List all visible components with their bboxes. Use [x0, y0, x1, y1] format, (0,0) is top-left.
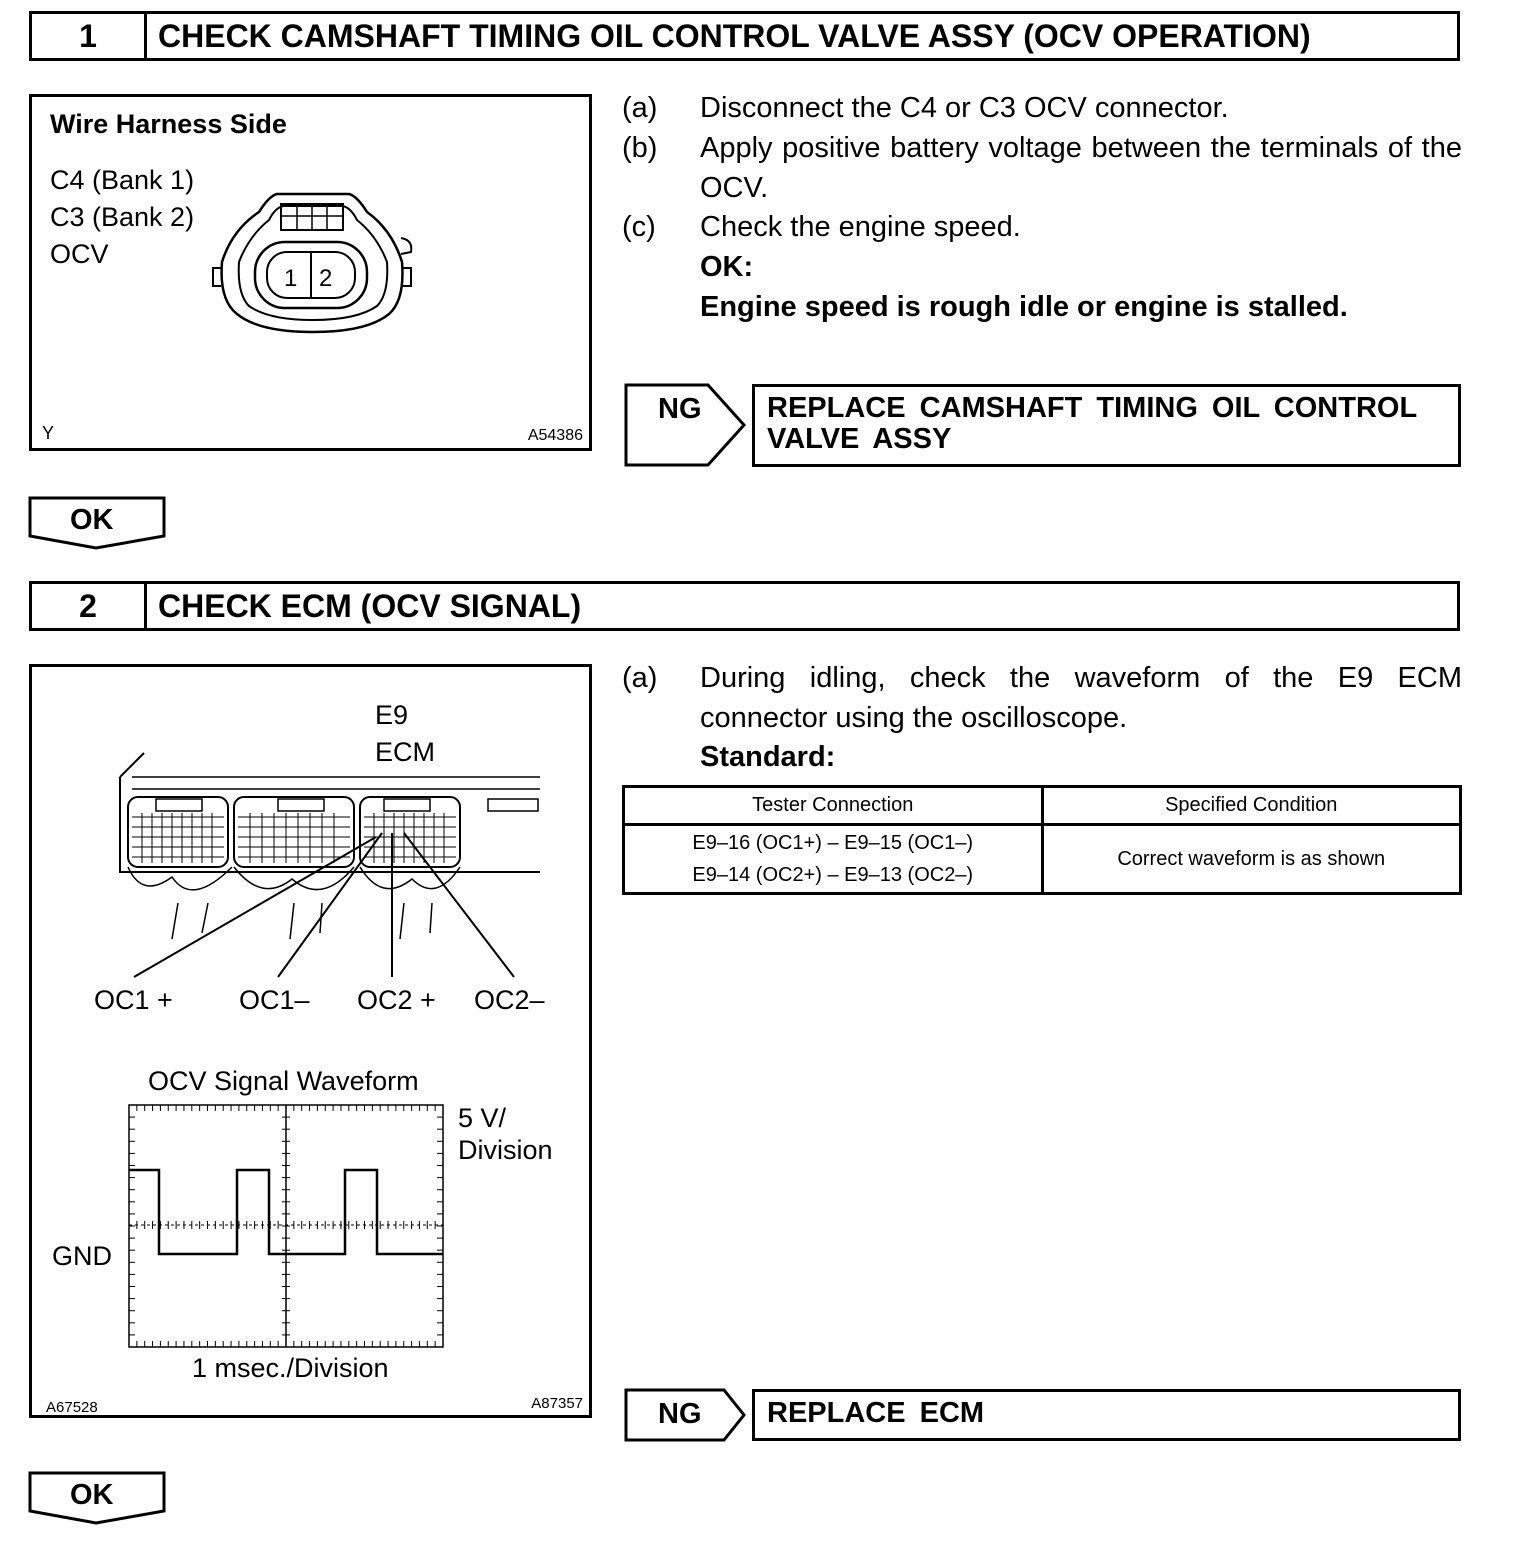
ok-criteria: Engine speed is rough idle or engine is stalled. — [700, 291, 1348, 323]
step2-header — [29, 581, 1460, 631]
step2-ng-label: NG — [658, 1398, 702, 1430]
waveform-y-scale-2: Division — [458, 1135, 553, 1165]
instruction-text: Check the engine speed. — [700, 211, 1021, 243]
label-ocv: OCV — [50, 239, 109, 269]
instruction-text: Apply positive battery voltage between the terminals of the OCV. — [700, 132, 1462, 204]
step1-ok-flow: OK — [70, 504, 114, 536]
waveform-title: OCV Signal Waveform — [148, 1066, 419, 1096]
tester-connection-cell — [624, 825, 1043, 894]
connection-1: E9–16 (OC1+) – E9–15 (OC1–) — [692, 832, 974, 854]
ecm-connector-icon — [32, 667, 592, 997]
ecm-figure — [29, 664, 592, 1418]
waveform-chart — [127, 1103, 447, 1351]
instruction-label: (a) — [622, 92, 658, 124]
ok-label: OK: — [700, 251, 754, 283]
ocv-connector-icon — [207, 182, 447, 342]
figure-code-left: A67528 — [46, 1399, 98, 1416]
connector-e9-label: E9 — [375, 700, 409, 730]
header-tester-connection: Tester Connection — [624, 787, 1043, 825]
ecm-label: ECM — [375, 737, 435, 767]
step2-title: CHECK ECM (OCV SIGNAL) — [158, 587, 582, 624]
terminal-oc1-minus: OC1– — [239, 985, 310, 1015]
specified-condition-cell: Correct waveform is as shown — [1042, 825, 1461, 894]
instruction-label: (a) — [622, 662, 658, 694]
connector-figure — [29, 94, 592, 451]
label-c3: C3 (Bank 2) — [50, 202, 195, 232]
step1-title: CHECK CAMSHAFT TIMING OIL CONTROL VALVE ASSY (OCV OPERATION) — [158, 17, 1311, 54]
connection-2: E9–14 (OC2+) – E9–13 (OC2–) — [692, 864, 974, 886]
figure-code-left: Y — [42, 423, 55, 443]
figure-code-right: A54386 — [527, 427, 583, 444]
figure-heading: Wire Harness Side — [50, 109, 287, 139]
step1-number: 1 — [32, 14, 147, 58]
table-header-row — [624, 787, 1461, 825]
table-row — [624, 825, 1461, 894]
pin-2-label: 2 — [319, 265, 333, 292]
figure-code-right: A87357 — [531, 1395, 583, 1412]
instruction-text: During idling, check the waveform of the E9 ECM connector using the oscilloscope. — [700, 662, 1462, 734]
step1-ng-label: NG — [658, 393, 702, 425]
standard-label: Standard: — [700, 741, 836, 773]
step2-number: 2 — [32, 584, 147, 628]
step1-header — [29, 11, 1460, 61]
terminal-oc2-plus: OC2 + — [357, 985, 436, 1015]
instruction-label: (b) — [622, 132, 658, 164]
waveform-x-scale: 1 msec./Division — [192, 1353, 389, 1383]
step2-ok-flow: OK — [70, 1479, 114, 1511]
pin-1-label: 1 — [284, 265, 298, 292]
step1-ng-action: REPLACE CAMSHAFT TIMING OIL CONTROL VALVE ASSY — [752, 384, 1461, 467]
instruction-label: (c) — [622, 211, 656, 243]
header-specified-condition: Specified Condition — [1042, 787, 1461, 825]
step2-ng-action: REPLACE ECM — [752, 1389, 1461, 1441]
label-c4: C4 (Bank 1) — [50, 165, 195, 195]
spec-table — [622, 785, 1462, 895]
gnd-label: GND — [52, 1241, 112, 1271]
terminal-oc1-plus: OC1 + — [94, 985, 173, 1015]
terminal-oc2-minus: OC2– — [474, 985, 545, 1015]
instruction-text: Disconnect the C4 or C3 OCV connector. — [700, 92, 1229, 124]
waveform-y-scale-1: 5 V/ — [458, 1103, 507, 1133]
